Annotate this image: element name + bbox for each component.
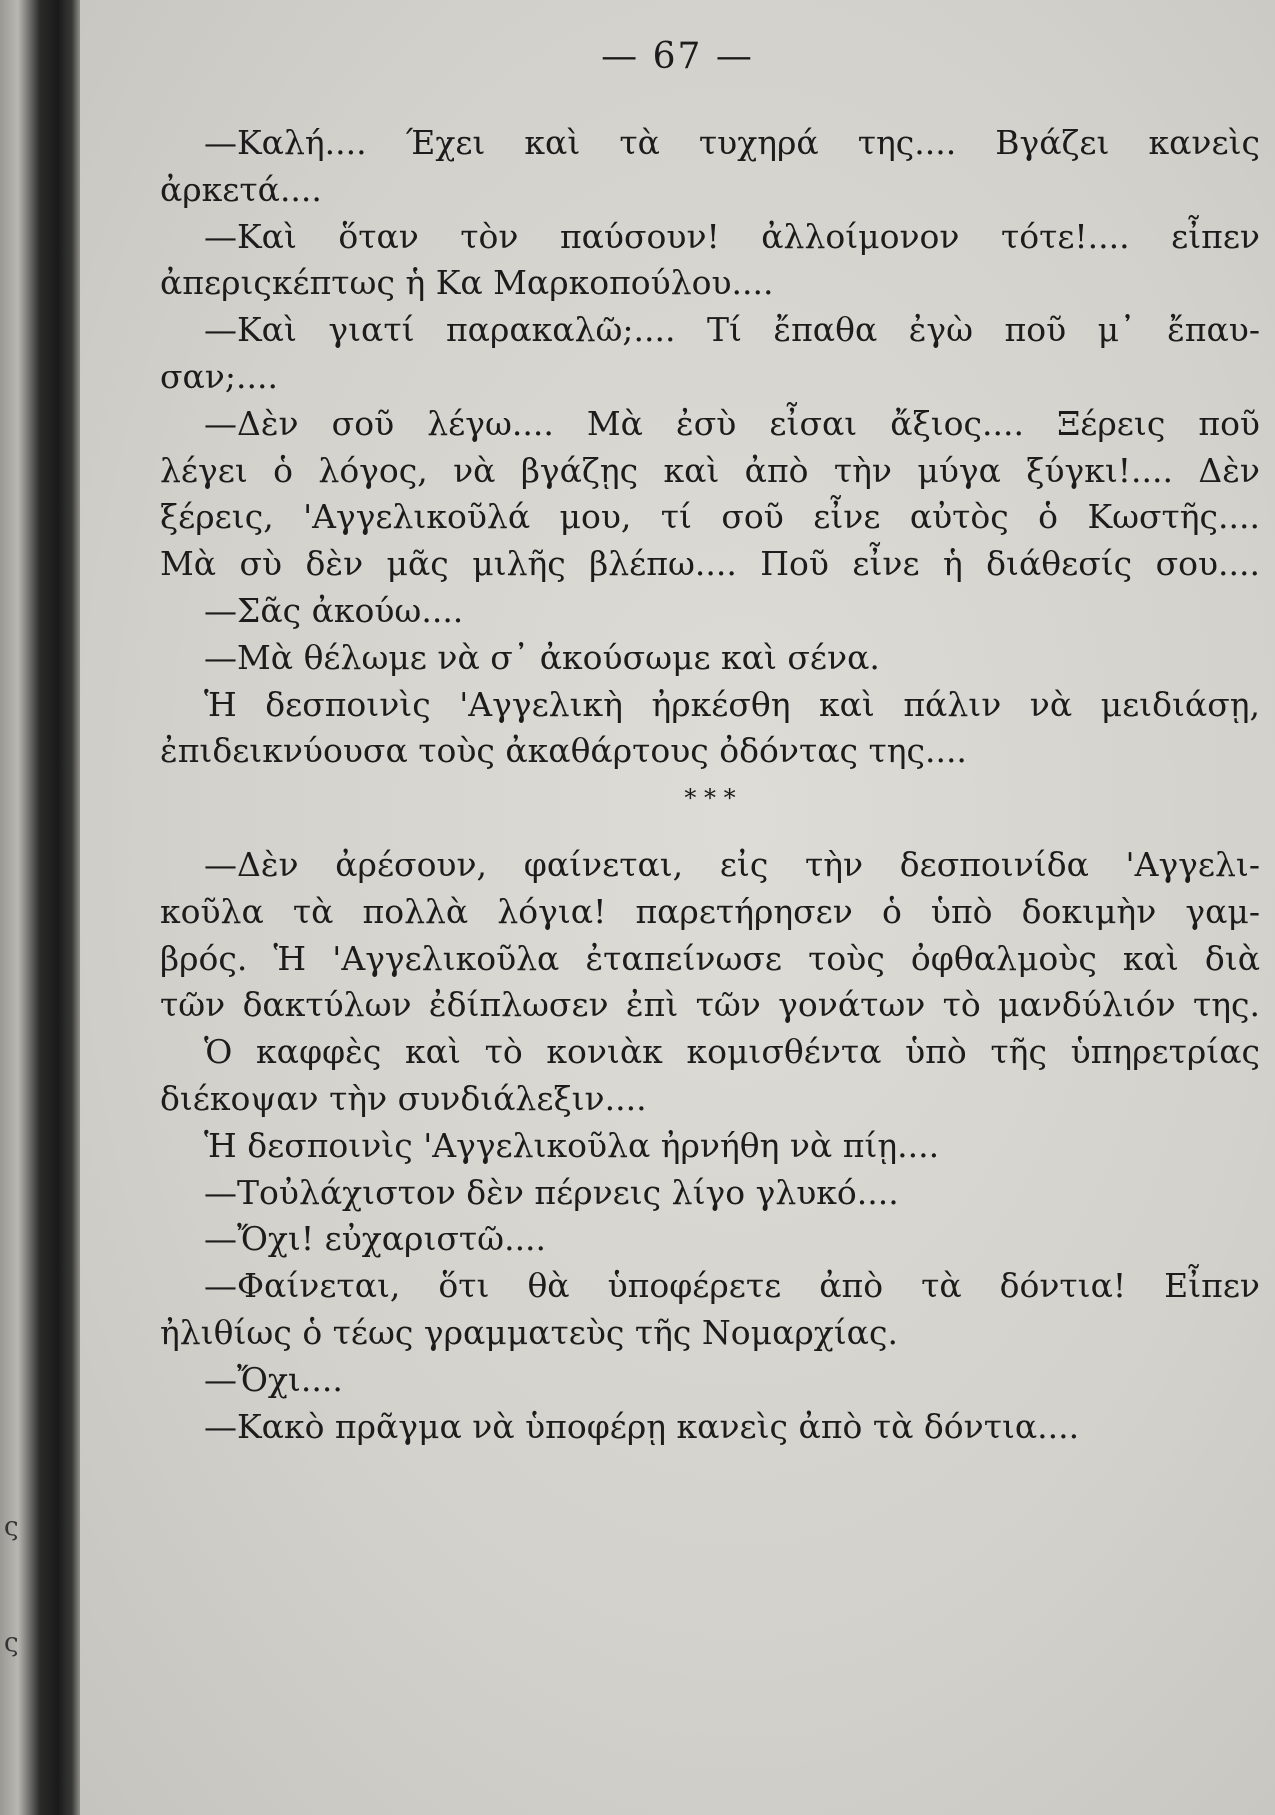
book-gutter — [0, 0, 80, 1815]
text-line: —Καὶ γιατί παρακαλῶ;.... Τί ἔπαθα ἐγὼ ποῦ μ᾽ ἔπαυ- — [204, 310, 1260, 350]
text-line: τῶν δακτύλων ἐδίπλωσεν ἐπὶ τῶν γονάτων τὸ μανδύλιόν της. — [160, 985, 1260, 1025]
text-line: —Τοὐλάχιστον δὲν πέρνεις λίγο γλυκό.... — [204, 1172, 899, 1212]
text-line: —Φαίνεται, ὅτι θὰ ὑποφέρετε ἀπὸ τὰ δόντια! Εἶπεν — [204, 1266, 1260, 1306]
text-line: βρός. Ἡ 'Αγγελικοῦλα ἐταπείνωσε τοὺς ὀφθαλμοὺς καὶ διὰ — [160, 938, 1260, 978]
text-line: —Καὶ ὅταν τὸν παύσουν! ἀλλοίμονον τότε!.... εἶπεν — [204, 216, 1260, 256]
page-text — [160, 120, 1260, 1450]
text-line: διέκοψαν τὴν συνδιάλεξιν.... — [160, 1078, 647, 1118]
text-line: Ἡ δεσποινὶς 'Αγγελικοῦλα ἠρνήθη νὰ πίῃ.... — [204, 1125, 940, 1165]
text-line: κοῦλα τὰ πολλὰ λόγια! παρετήρησεν ὁ ὑπὸ δοκιμὴν γαμ- — [160, 891, 1260, 931]
text-line: —Ὄχι.... — [204, 1359, 343, 1399]
text-line: σαν;.... — [160, 356, 278, 396]
text-line: —Καλή.... Έχει καὶ τὰ τυχηρά της.... Βγάζει κανεὶς — [204, 123, 1260, 162]
book-page — [80, 0, 1275, 1815]
text-line: ἐπιδεικνύουσα τοὺς ἀκαθάρτους ὀδόντας της.... — [160, 731, 967, 771]
text-line: —Δὲν σοῦ λέγω.... Μὰ ἐσὺ εἶσαι ἄξιος.... Ξέρεις ποῦ — [204, 403, 1260, 443]
text-line: —Δὲν ἀρέσουν, φαίνεται, εἰς τὴν δεσποινίδα 'Αγγελι- — [204, 844, 1260, 884]
text-line: —Σᾶς ἀκούω.... — [204, 590, 464, 630]
text-line: —Μὰ θέλωμε νὰ σ᾽ ἀκούσωμε καὶ σένα. — [204, 637, 880, 677]
text-line: Ὁ καφφὲς καὶ τὸ κονιὰκ κομισθέντα ὑπὸ τῆς ὑπηρετρίας — [204, 1032, 1260, 1072]
page-number: — 67 — — [601, 36, 754, 77]
section-separator: * * * — [684, 784, 736, 813]
text-line: Ἡ δεσποινὶς 'Αγγελικὴ ἠρκέσθη καὶ πάλιν νὰ μειδιάσῃ, — [204, 684, 1260, 724]
gutter-mark: ς — [4, 1628, 19, 1658]
text-line: —Ὄχι! εὐχαριστῶ.... — [204, 1219, 547, 1259]
text-line: ἀπεριςκέπτως ἡ Κα Μαρκοπούλου.... — [160, 263, 774, 303]
text-line: Μὰ σὺ δὲν μᾶς μιλῆς βλέπω.... Ποῦ εἶνε ἡ διάθεσίς σου.... — [160, 544, 1260, 584]
text-line: ἠλιθίως ὁ τέως γραμματεὺς τῆς Νομαρχίας. — [160, 1312, 898, 1352]
text-line: ἀρκετά.... — [160, 169, 322, 209]
text-line: λέγει ὁ λόγος, νὰ βγάζῃς καὶ ἀπὸ τὴν μύγα ξύγκι!.... Δὲν — [160, 450, 1260, 490]
text-line: ξέρεις, 'Αγγελικοῦλά μου, τί σοῦ εἶνε αὐτὸς ὁ Κωστῆς.... — [160, 497, 1260, 537]
gutter-mark: ς — [4, 1512, 19, 1542]
text-line: —Κακὸ πρᾶγμα νὰ ὑποφέρῃ κανεὶς ἀπὸ τὰ δόντια.... — [204, 1406, 1080, 1446]
